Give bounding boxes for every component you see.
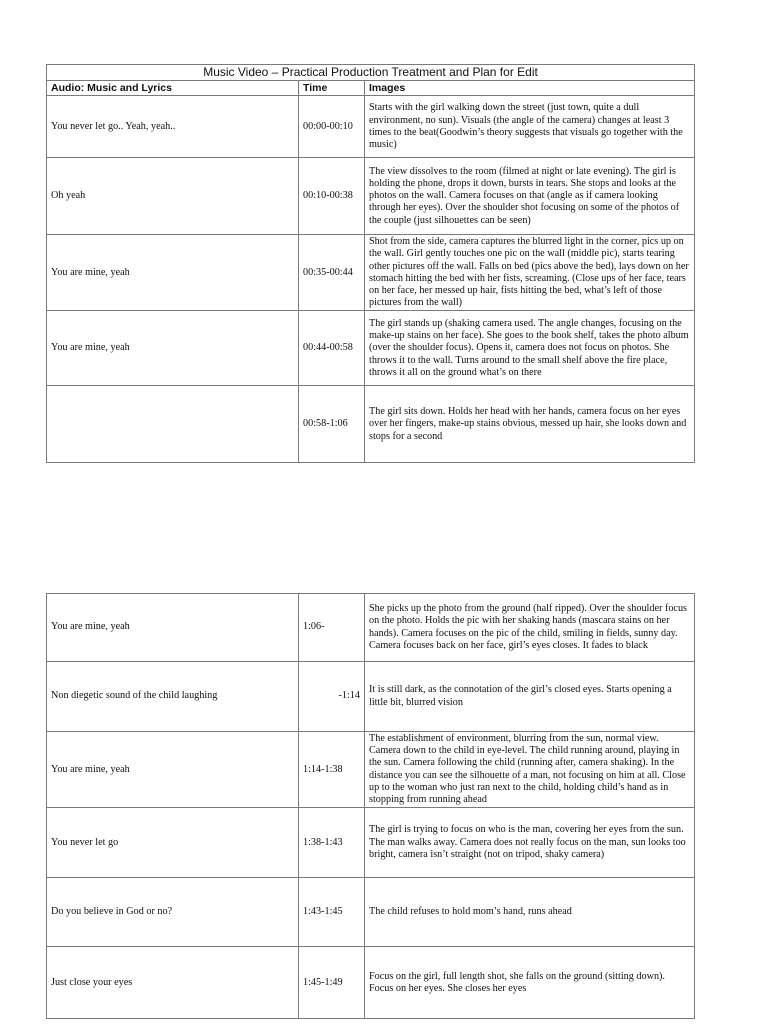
time-cell: -1:14 xyxy=(299,662,365,732)
table-row xyxy=(47,732,695,808)
plan-table-page2 xyxy=(46,593,695,1019)
time-cell: 1:43-1:45 xyxy=(299,878,365,947)
images-cell: The girl stands up (shaking camera used. The angle changes, focusing on the make-up stains on her face). She goes to the book shelf, takes the photo album (over the shoulder focus). Opens it, camera does not focus on photos. She throws it to the wall. Turns around to the small shelf above the fire place, throws it all on the ground what’s on there xyxy=(365,311,695,386)
audio-cell: Oh yeah xyxy=(47,158,299,235)
table-row xyxy=(47,878,695,947)
time-cell: 00:10-00:38 xyxy=(299,158,365,235)
audio-cell: You never let go xyxy=(47,808,299,878)
table-row xyxy=(47,594,695,662)
images-cell: The child refuses to hold mom’s hand, runs ahead xyxy=(365,878,695,947)
images-cell: Focus on the girl, full length shot, she falls on the ground (sitting down). Focus on her eyes. She closes her eyes xyxy=(365,947,695,1019)
table-row xyxy=(47,235,695,311)
time-cell: 00:00-00:10 xyxy=(299,96,365,158)
audio-cell: You are mine, yeah xyxy=(47,311,299,386)
audio-cell: Just close your eyes xyxy=(47,947,299,1019)
audio-cell: Non diegetic sound of the child laughing xyxy=(47,662,299,732)
time-cell: 1:06- xyxy=(299,594,365,662)
audio-cell: Do you believe in God or no? xyxy=(47,878,299,947)
document-title: Music Video – Practical Production Treatment and Plan for Edit xyxy=(47,65,695,81)
audio-cell: You never let go.. Yeah, yeah.. xyxy=(47,96,299,158)
table-row xyxy=(47,158,695,235)
header-images: Images xyxy=(365,81,695,96)
table-row xyxy=(47,947,695,1019)
table-row xyxy=(47,311,695,386)
table-row xyxy=(47,662,695,732)
header-time: Time xyxy=(299,81,365,96)
plan-table-page1 xyxy=(46,64,695,463)
images-cell: The establishment of environment, blurring from the sun, normal view. Camera down to the child in eye-level. The child running around, playing in the sun. Camera following the child (running after, camera shaking). In the distance you can see the silhouette of a man, not focusing on him at all. Close up to the woman who just ran next to the child, holding child’s hand as in stopping from running ahead xyxy=(365,732,695,808)
images-cell: The girl is trying to focus on who is the man, covering her eyes from the sun. The man walks away. Camera does not really focus on the man, sun looks too bright, camera isn’t straight (not on tripod, shaky camera) xyxy=(365,808,695,878)
time-cell: 00:44-00:58 xyxy=(299,311,365,386)
time-cell: 00:35-00:44 xyxy=(299,235,365,311)
time-cell: 1:14-1:38 xyxy=(299,732,365,808)
images-cell: She picks up the photo from the ground (half ripped). Over the shoulder focus on the photo. Holds the pic with her shaking hands (mascara stains on her hands). Camera focuses on the pic of the child, smiling in fields, sunny day. Camera focuses back on her face, girl’s eyes closes. It fades to black xyxy=(365,594,695,662)
table-header-row xyxy=(47,81,695,96)
images-cell: Shot from the side, camera captures the blurred light in the corner, pics up on the wall. Girl gently touches one pic on the wall (middle pic), starts tearing other pictures off the wall. Falls on bed (pics above the bed), lays down on her stomach hitting the bed with her fists, screaming. (Close ups of her face, tears on her face, her messed up hair, fists hitting the bed, what’s left of those pictures from the wall) xyxy=(365,235,695,311)
table-row xyxy=(47,386,695,463)
audio-cell: You are mine, yeah xyxy=(47,594,299,662)
time-cell: 1:38-1:43 xyxy=(299,808,365,878)
images-cell: The view dissolves to the room (filmed at night or late evening). The girl is holding the phone, drops it down, bursts in tears. She stops and looks at the photos on the wall. Camera focuses on that (angle as if camera looking through her eyes). Over the shoulder shot focusing on some of the photos of the couple (just silhouettes can be seen) xyxy=(365,158,695,235)
time-cell: 1:45-1:49 xyxy=(299,947,365,1019)
table-row xyxy=(47,808,695,878)
images-cell: It is still dark, as the connotation of the girl’s closed eyes. Starts opening a little bit, blurred vision xyxy=(365,662,695,732)
audio-cell: You are mine, yeah xyxy=(47,732,299,808)
header-audio: Audio: Music and Lyrics xyxy=(47,81,299,96)
table-row xyxy=(47,96,695,158)
images-cell: The girl sits down. Holds her head with her hands, camera focus on her eyes over her fingers, make-up stains obvious, messed up hair, she looks down and stops for a second xyxy=(365,386,695,463)
audio-cell: You are mine, yeah xyxy=(47,235,299,311)
images-cell: Starts with the girl walking down the street (just town, quite a dull environment, no sun). Visuals (the angle of the camera) changes at least 3 times to the beat(Goodwin’s theory suggests that visuals go together with the music) xyxy=(365,96,695,158)
audio-cell xyxy=(47,386,299,463)
time-cell: 00:58-1:06 xyxy=(299,386,365,463)
